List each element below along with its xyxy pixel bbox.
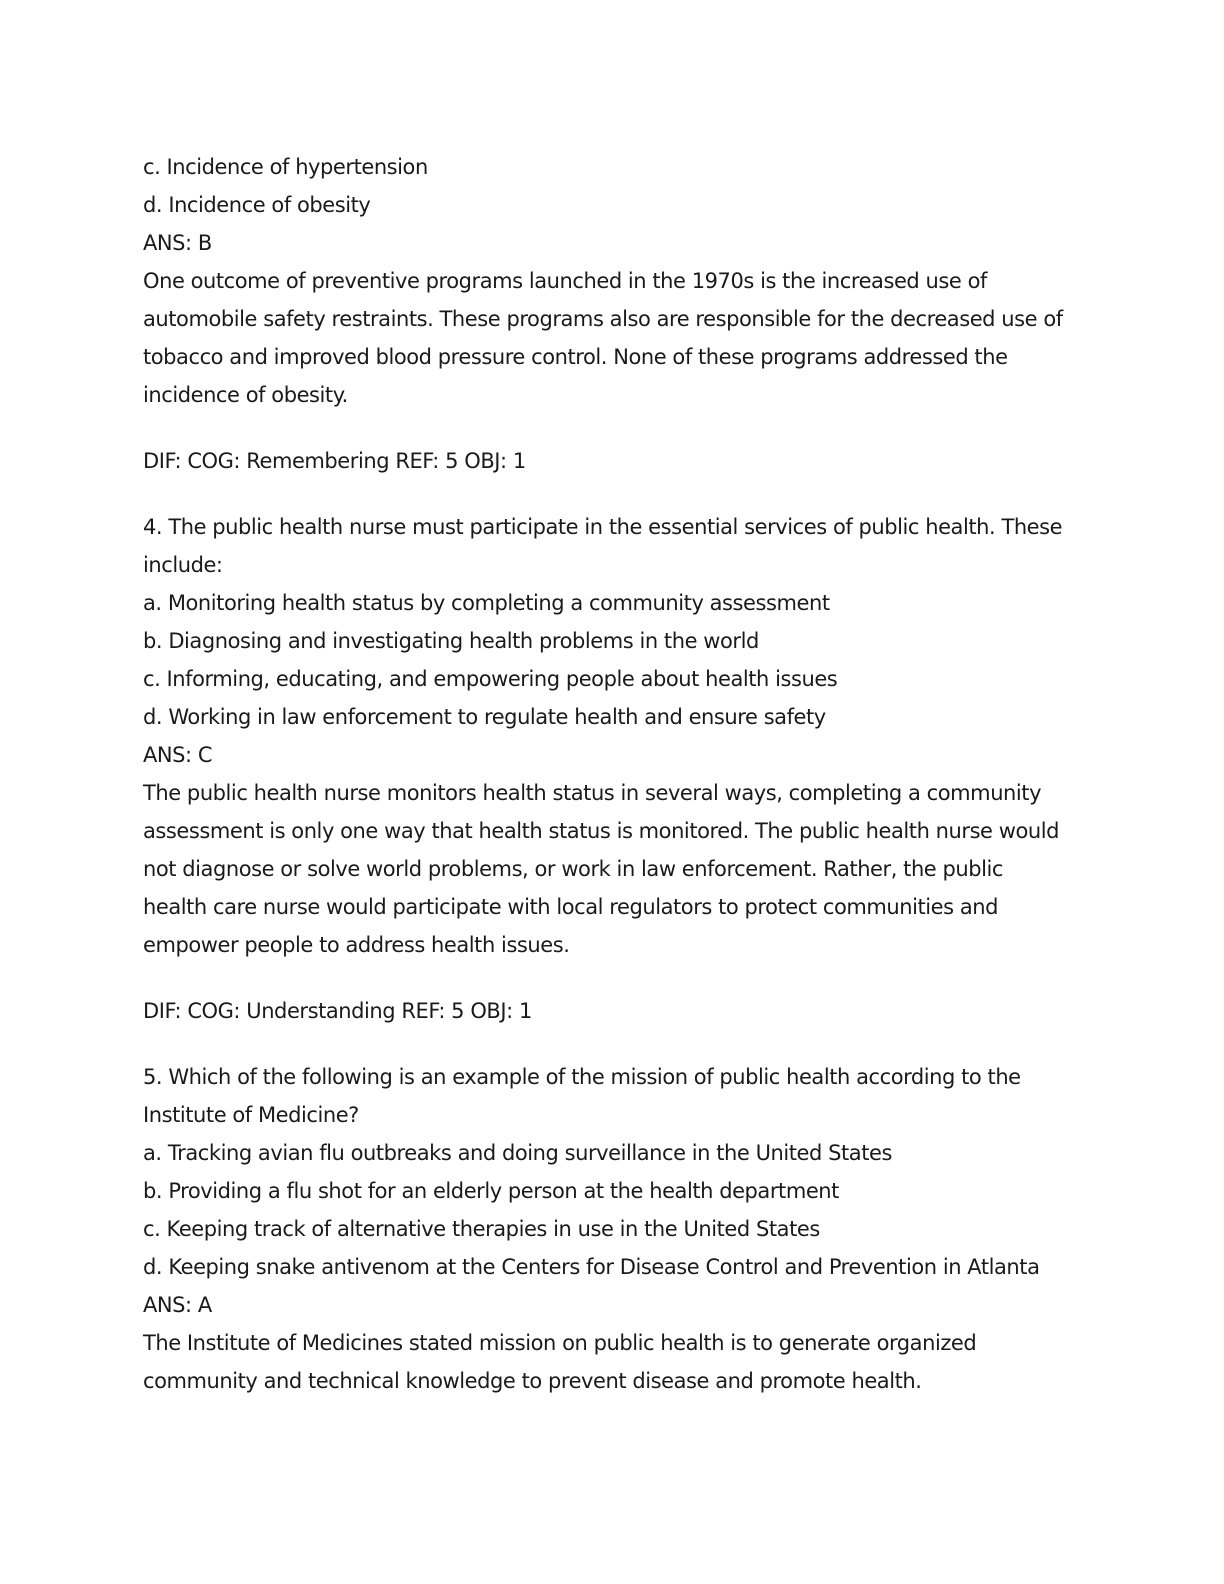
rationale-line: automobile safety restraints. These programs also are responsible for the decreased use of xyxy=(143,307,1063,331)
rationale-line: health care nurse would participate with local regulators to protect communities and xyxy=(143,895,998,919)
rationale-line: The public health nurse monitors health status in several ways, completing a community xyxy=(143,781,1042,805)
question-3-section xyxy=(143,148,1083,480)
rationale-line: One outcome of preventive programs launched in the 1970s is the increased use of xyxy=(143,269,987,293)
option-b: b. Diagnosing and investigating health problems in the world xyxy=(143,629,759,653)
option-b: b. Providing a flu shot for an elderly person at the health department xyxy=(143,1179,839,1203)
rationale-line: empower people to address health issues. xyxy=(143,933,570,957)
question-stem: 5. Which of the following is an example of the mission of public health according to the xyxy=(143,1065,1021,1089)
answer-key: ANS: B xyxy=(143,231,212,255)
question-stem: include: xyxy=(143,553,223,577)
answer-key: ANS: A xyxy=(143,1293,212,1317)
rationale-line: community and technical knowledge to prevent disease and promote health. xyxy=(143,1369,922,1393)
question-stem: 4. The public health nurse must participate in the essential services of public health. These xyxy=(143,515,1063,539)
option-d: d. Keeping snake antivenom at the Centers for Disease Control and Prevention in Atlanta xyxy=(143,1255,1040,1279)
rationale-line: incidence of obesity. xyxy=(143,383,348,407)
option-a: a. Monitoring health status by completing a community assessment xyxy=(143,591,830,615)
rationale-line: The Institute of Medicines stated mission on public health is to generate organized xyxy=(143,1331,977,1355)
rationale-line: assessment is only one way that health status is monitored. The public health nurse would xyxy=(143,819,1060,843)
option-d: d. Incidence of obesity xyxy=(143,193,371,217)
question-meta: DIF: COG: Understanding REF: 5 OBJ: 1 xyxy=(143,999,532,1023)
question-meta: DIF: COG: Remembering REF: 5 OBJ: 1 xyxy=(143,449,526,473)
option-c: c. Keeping track of alternative therapies in use in the United States xyxy=(143,1217,820,1241)
option-d: d. Working in law enforcement to regulate health and ensure safety xyxy=(143,705,826,729)
option-c: c. Incidence of hypertension xyxy=(143,155,428,179)
spacer xyxy=(143,480,1083,508)
question-5-section xyxy=(143,1058,1083,1400)
rationale-line: tobacco and improved blood pressure control. None of these programs addressed the xyxy=(143,345,1008,369)
answer-key: ANS: C xyxy=(143,743,213,767)
question-4-section xyxy=(143,508,1083,1030)
option-a: a. Tracking avian flu outbreaks and doing surveillance in the United States xyxy=(143,1141,892,1165)
spacer xyxy=(143,964,1083,992)
question-stem: Institute of Medicine? xyxy=(143,1103,359,1127)
spacer xyxy=(143,1030,1083,1058)
rationale-line: not diagnose or solve world problems, or work in law enforcement. Rather, the public xyxy=(143,857,1003,881)
spacer xyxy=(143,414,1083,442)
document-page xyxy=(143,148,1083,1400)
option-c: c. Informing, educating, and empowering people about health issues xyxy=(143,667,838,691)
